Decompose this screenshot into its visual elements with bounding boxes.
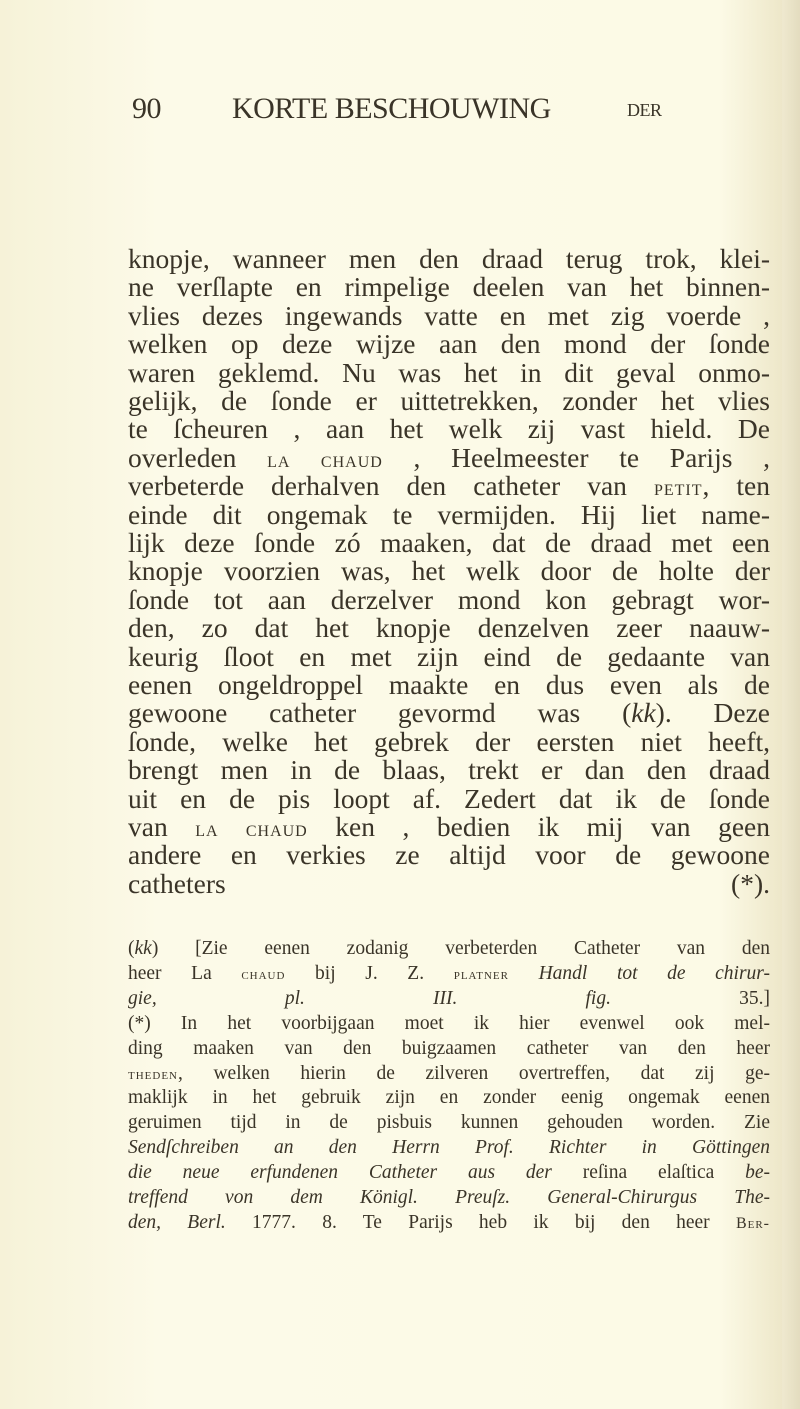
text-segment <box>509 963 539 984</box>
text-segment: chaud <box>241 965 286 983</box>
running-title-end: DER <box>627 100 662 120</box>
footnote-line <box>128 1036 770 1061</box>
text-segment: be- <box>745 1162 770 1184</box>
text-segment: einde dit ongemak te vermijden. Hij liet name- <box>128 498 770 530</box>
footnote-line <box>128 1110 770 1135</box>
text-segment: petit <box>653 475 703 501</box>
page-edge <box>782 0 800 1409</box>
text-segment: 35.] <box>610 987 770 1009</box>
text-segment: ) [Zie eenen zodanig verbeterden Catheter van den <box>151 938 770 959</box>
text-segment: eenen ongeldroppel maakte en dus even als de <box>128 669 770 700</box>
text-segment: , Heelmeester te Parijs , <box>382 441 770 473</box>
text-segment: Sendſchreiben an den Herrn Prof. Richter in Göttingen <box>128 1137 770 1159</box>
text-segment: platner <box>453 965 509 983</box>
text-segment: overleden <box>128 441 268 473</box>
text-segment: ſonde, welke het gebrek der eersten niet heeft, <box>128 725 770 757</box>
footnote-line <box>128 1185 770 1210</box>
footnote-line <box>128 1011 770 1036</box>
text-segment: die neue erfundenen Catheter aus der <box>128 1162 552 1184</box>
text-segment: treffend von dem Königl. Preuſz. General-Chirurgus The- <box>128 1187 770 1208</box>
text-segment: kk <box>134 938 152 959</box>
text-segment: la chaud <box>267 446 383 472</box>
text-segment: catheters (*). <box>128 867 770 899</box>
text-segment: theden <box>128 1065 178 1083</box>
text-segment: brengt men in de blaas, trekt er dan den draad <box>128 754 770 786</box>
text-segment: ken , bedien ik mij van geen <box>307 811 770 842</box>
text-segment: , welken hierin de zilveren overtreffen, dat zij ge- <box>178 1062 770 1084</box>
text-segment: van <box>128 811 196 842</box>
text-segment: te ſcheuren , aan het welk zij vast hield. De <box>128 413 770 445</box>
text-segment: keurig ſloot en met zijn eind de gedaante van <box>128 640 770 672</box>
text-segment: , ten <box>702 470 770 502</box>
footnote-line <box>128 961 770 987</box>
text-segment: geruimen tijd in de pisbuis kunnen gehouden worden. Zie <box>128 1112 770 1134</box>
text-segment: knopje voorzien was, het welk door de holte der <box>128 555 770 587</box>
running-header <box>132 92 692 132</box>
text-segment: welken op deze wijze aan den mond der ſonde <box>128 328 770 360</box>
footnote-line <box>128 936 770 961</box>
text-segment: 1777. 8. Te Parijs heb ik bij den heer <box>225 1211 736 1233</box>
text-segment: Ber- <box>735 1214 770 1232</box>
text-segment: uit en de pis loopt af. Zedert dat ik de ſonde <box>128 782 770 814</box>
text-segment: den, Berl. <box>128 1211 226 1233</box>
text-segment: maklijk in het gebruik zijn en zonder eenig ongemak eenen <box>128 1087 770 1109</box>
running-title: KORTE BESCHOUWING <box>232 92 551 125</box>
footnote-line <box>128 1210 770 1236</box>
text-segment: waren geklemd. Nu was het in dit geval onmo- <box>128 356 770 388</box>
text-segment: bij J. Z. <box>285 962 454 984</box>
text-segment: den, zo dat het knopje denzelven zeer naauw- <box>128 612 770 644</box>
text-segment: andere en verkies ze altijd voor de gewoone <box>128 839 770 871</box>
text-segment: knopje, wanneer men den draad terug trok, klei- <box>128 243 770 274</box>
text-segment: ( <box>128 938 135 959</box>
footnote-line <box>128 1135 770 1160</box>
text-segment: ding maaken van den buigzaamen catheter van den heer <box>128 1037 770 1059</box>
text-segment: reſina elaſtica <box>551 1162 746 1184</box>
text-segment: lijk deze ſonde zó maaken, dat de draad met een <box>128 527 770 558</box>
footnote-line <box>128 1061 770 1087</box>
text-segment: gelijk, de ſonde er uittetrekken, zonder het vlies <box>128 385 770 416</box>
text-segment: (*) In het voorbijgaan moet ik hier evenwel ook mel- <box>128 1012 770 1034</box>
text-segment: vlies dezes ingewands vatte en met zig voerde , <box>128 299 770 331</box>
footnote-line <box>128 986 770 1011</box>
text-segment: ſonde tot aan derzelver mond kon gebragt wor- <box>128 583 770 615</box>
footnote-line <box>128 1160 770 1185</box>
text-segment: la chaud <box>195 816 308 841</box>
text-segment: gewoone catheter gevormd was ( <box>128 697 632 729</box>
text-segment: ). Deze <box>655 697 771 729</box>
text-segment: gie, pl. III. fig. <box>128 987 611 1009</box>
page-number: 90 <box>132 92 161 125</box>
body-line <box>128 867 770 900</box>
text-segment: Handl tot de chirur- <box>538 962 770 984</box>
text-segment: kk <box>631 697 656 729</box>
text-segment: verbeterde derhalven den catheter van <box>128 470 654 502</box>
text-segment: ne verſlapte en rimpelige deelen van het binnen- <box>128 271 770 303</box>
footnote-line <box>128 1085 770 1110</box>
text-segment: heer La <box>128 962 242 984</box>
